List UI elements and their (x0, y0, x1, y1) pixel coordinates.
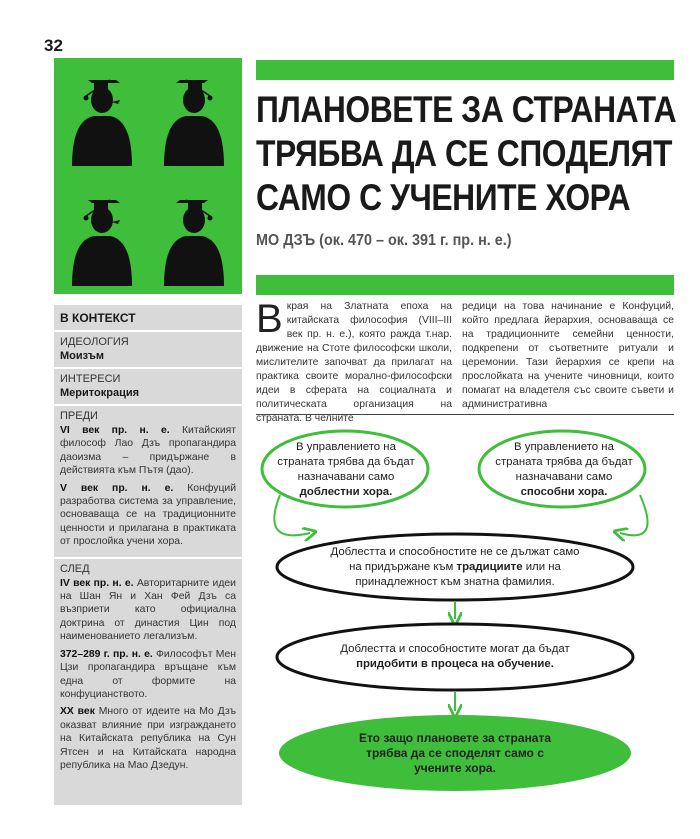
context-heading: В КОНТЕКСТ (54, 305, 242, 332)
merit-box-virtuous: В управлението на страната трябва да бъдат назначавани само доблестни хора. (277, 441, 415, 498)
drop-cap: В (256, 297, 283, 341)
merit-box-capable: В управлението на страната трябва да бъдат назначавани само способни хора. (495, 441, 633, 498)
ideology-section (54, 332, 242, 369)
title-line-2: ТРЯБВА ДА СЕ СПОДЕЛЯТ (256, 133, 673, 174)
interests-value: Меритокрация (60, 387, 140, 399)
before-label: ПРЕДИ (60, 410, 98, 422)
virtue-not-tradition-box: Доблестта и способностите не се дължат само на придържане към традициите или на принадлежност към знатна фамилия. (330, 545, 580, 588)
scholars-figures-icon (54, 58, 242, 294)
intro-text-1: края на Златната епоха на китайската философия (VIII–III век пр. н. е.), която ражда т.нар. движение на Стоте философски школи, мислителите започват да прилагат на практика своите морално-философски идеи в сферата на социалната и политическата организация на страната. В челните (256, 301, 452, 424)
page-title (256, 88, 677, 220)
scholars-illustration (54, 58, 242, 294)
page-number: 32 (44, 36, 63, 55)
virtue-through-education-box: Доблестта и способностите могат да бъдат придобити в процеса на обучение. (340, 643, 570, 670)
title-line-3: САМО С УЧЕНИТЕ ХОРА (256, 177, 631, 218)
page-subtitle: МО ДЗЪ (ок. 470 – ок. 391 г. пр. н. е.) (256, 232, 512, 249)
context-sidebar (54, 305, 242, 805)
section-divider (256, 414, 674, 415)
ideology-value: Моизъм (60, 350, 104, 362)
intro-column-1 (256, 297, 452, 426)
after-entry: IV век пр. н. е. Авторитарните идеи на Шан Ян и Хан Фей Дзъ са възприети като официална доктрина от династия Цин под наименованието легализъм. (60, 577, 236, 643)
after-entry: XX век Много от идеите на Мо Дзъ оказват влияние при изграждането на Китайската република на Сун Ятсен и на Китайската народна република на Мао Дзедун. (60, 706, 237, 771)
interests-section (54, 369, 242, 406)
title-line-1: ПЛАНОВЕТЕ ЗА СТРАНАТА (256, 89, 677, 130)
after-section (54, 559, 242, 781)
title-bottom-bar (256, 275, 674, 295)
after-label: СЛЕД (60, 562, 90, 575)
intro-column-2 (462, 300, 674, 412)
before-entry: V век пр. н. е. Конфуций разработва система за управление, основаваща се на традиционните ценности и прилагана в практиката от прослойка учени хора. (60, 482, 236, 548)
ideology-label: ИДЕОЛОГИЯ (60, 336, 129, 348)
interests-label: ИНТЕРЕСИ (60, 373, 121, 385)
conclusion-box: Ето защо плановете за страната трябва да се споделят само с учените хора. (358, 730, 552, 775)
intro-text-2: редици на това начинание е Конфуций, който предлага йерархия, основаваща се на традиционните семейни ценности, подкрепени от съответните ритуали и церемонии. Тази йерархия се крепи на прослойката на учените чиновници, които помагат на владетеля със своите съвети и административна (462, 301, 674, 410)
before-entry: VI век пр. н. е. Китайският философ Лао Дзъ пропагандира даоизма – придържане в действията към Пътя (дао). (60, 425, 237, 477)
after-entry: 372–289 г. пр. н. е. Философът Мен Цзи пропагандира връщане към една от формите на конфуцианството. (60, 648, 237, 700)
flow-diagram (250, 425, 670, 820)
before-section (54, 406, 242, 559)
title-top-bar (256, 60, 674, 80)
